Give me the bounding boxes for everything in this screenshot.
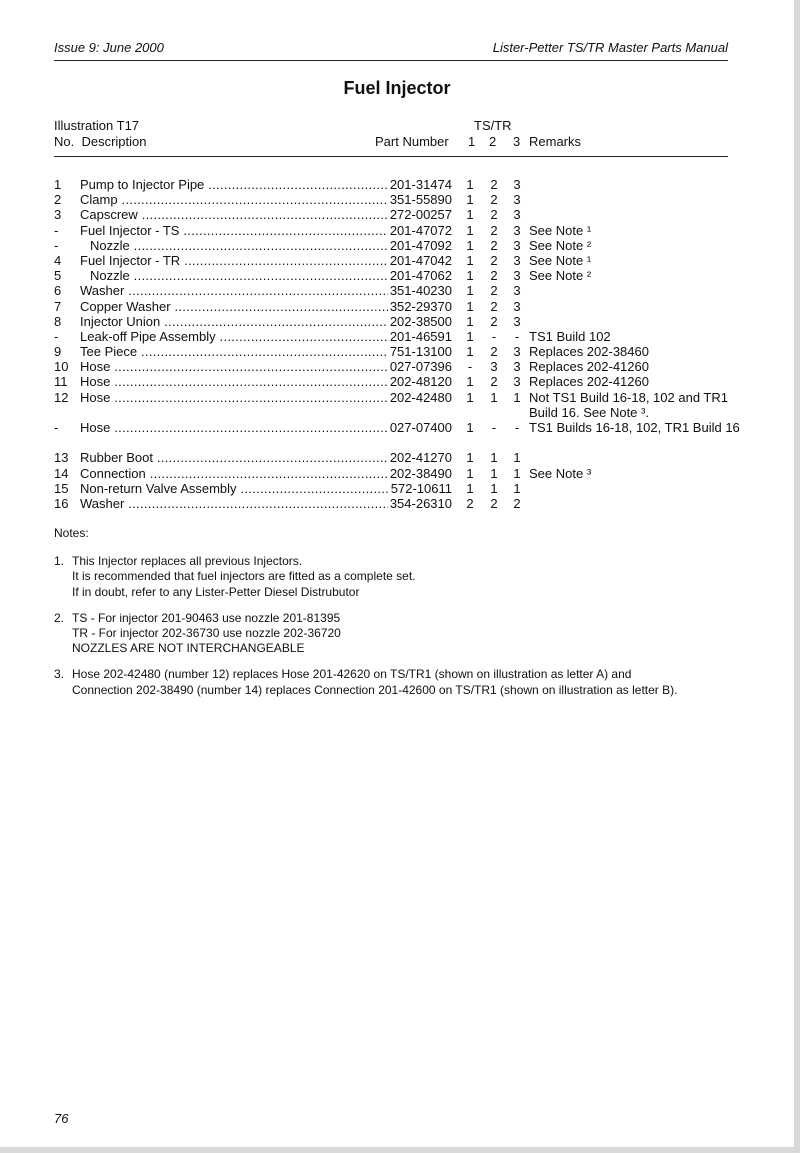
table-row <box>54 466 754 481</box>
qty-3: 3 <box>513 359 521 375</box>
qty-2: - <box>491 420 497 436</box>
item-description: Non-return Valve Assembly ..... <box>80 481 388 496</box>
qty-1: 1 <box>466 480 474 496</box>
illustration-label: Illustration T17 <box>54 118 140 133</box>
qty-1: 1 <box>466 207 474 223</box>
qty-2: 1 <box>490 465 498 481</box>
item-number: 15 <box>54 480 69 496</box>
qty-3: 1 <box>513 480 521 496</box>
qty-3: 3 <box>513 313 521 329</box>
qty-3: 3 <box>513 237 521 253</box>
item-number: 14 <box>54 465 69 481</box>
part-number: 027-07396 <box>389 359 452 375</box>
remarks: See Note ¹ <box>529 222 592 238</box>
qty-2: 3 <box>490 359 498 375</box>
note-line: Connection 202-38490 (number 14) replaces Connection 201-42600 on TS/TR1 (shown on illustration as letter B). <box>72 682 678 697</box>
table-row <box>54 192 754 207</box>
table-row <box>54 299 754 314</box>
item-description: Hose ..... <box>80 420 388 435</box>
qty-3: 3 <box>513 222 521 238</box>
table-row <box>54 496 754 511</box>
qty-3: 1 <box>513 450 521 466</box>
qty-2: 2 <box>490 344 498 360</box>
qty-3: 3 <box>513 177 521 192</box>
qty-3: 3 <box>513 192 521 208</box>
item-number: 3 <box>54 207 62 223</box>
qty-col-3-header: 3 <box>513 134 521 149</box>
part-number: 201-47072 <box>389 222 452 238</box>
part-number: 202-38490 <box>389 465 452 481</box>
table-row <box>54 344 754 359</box>
item-number: 9 <box>54 344 62 360</box>
issue-label: Issue 9: June 2000 <box>54 40 164 55</box>
item-number: 10 <box>54 359 69 375</box>
qty-1: 1 <box>466 268 474 284</box>
remarks: TS1 Build 102 <box>529 328 611 344</box>
qty-2: 2 <box>490 283 498 299</box>
qty-2: 2 <box>490 495 498 511</box>
note-item <box>54 667 754 697</box>
part-number: 201-46591 <box>389 328 452 344</box>
qty-1: 1 <box>466 177 474 192</box>
note-item <box>54 554 754 600</box>
part-number: 201-47062 <box>389 268 452 284</box>
qty-1: 2 <box>466 495 474 511</box>
table-row <box>54 374 754 389</box>
note-item <box>54 611 754 657</box>
part-number: 201-31474 <box>389 177 452 192</box>
part-number: 202-38500 <box>389 313 452 329</box>
qty-1: 1 <box>466 465 474 481</box>
item-number: 11 <box>54 374 68 390</box>
item-number: - <box>54 237 59 253</box>
notes-list <box>54 554 754 698</box>
item-description: Nozzle ..... <box>90 268 388 283</box>
item-description: Fuel Injector - TS ..... <box>80 223 388 238</box>
item-number: - <box>54 222 59 238</box>
item-number: - <box>54 328 59 344</box>
column-header-rule <box>54 156 728 157</box>
item-description: Injector Union ..... <box>80 314 388 329</box>
qty-3: 1 <box>513 389 521 405</box>
remarks: Replaces 202-38460 <box>529 344 649 360</box>
part-number: 202-48120 <box>389 374 452 390</box>
table-row <box>54 253 754 268</box>
note-number: 3. <box>54 667 65 682</box>
item-description: Tee Piece ..... <box>80 344 388 359</box>
table-row <box>54 283 754 298</box>
item-description: Clamp ..... <box>80 192 388 207</box>
qty-1: 1 <box>466 344 474 360</box>
note-line: It is recommended that fuel injectors are fitted as a complete set. <box>72 569 416 584</box>
qty-2: 2 <box>490 192 498 208</box>
header-rule <box>54 60 728 61</box>
qty-1: 1 <box>466 450 474 466</box>
qty-1: 1 <box>466 283 474 299</box>
part-number: 351-55890 <box>389 192 452 208</box>
item-description: Pump to Injector Pipe ..... <box>80 177 388 192</box>
notes-title: Notes: <box>54 526 89 540</box>
tstr-label: TS/TR <box>474 118 512 133</box>
part-number-header: Part Number <box>375 134 449 149</box>
item-description: Washer ..... <box>80 496 388 511</box>
item-number: 5 <box>54 268 62 284</box>
part-number: 751-13100 <box>389 344 452 360</box>
item-description: Leak-off Pipe Assembly ..... <box>80 329 388 344</box>
item-number: - <box>54 420 59 436</box>
item-description: Fuel Injector - TR ..... <box>80 253 388 268</box>
page-number: 76 <box>54 1111 69 1126</box>
qty-2: - <box>491 328 497 344</box>
item-number: 6 <box>54 283 62 299</box>
item-description: Hose ..... <box>80 374 388 389</box>
item-description: Rubber Boot ..... <box>80 450 388 465</box>
table-row <box>54 177 754 192</box>
part-number: 201-47092 <box>389 237 452 253</box>
remarks: See Note ³ <box>529 465 592 481</box>
remarks: See Note ² <box>529 237 592 253</box>
item-description: Hose ..... <box>80 359 388 374</box>
item-number: 16 <box>54 495 69 511</box>
part-number: 572-10611 <box>388 481 452 496</box>
qty-3: - <box>514 328 520 344</box>
qty-2: 2 <box>490 268 498 284</box>
qty-1: 1 <box>466 374 474 390</box>
qty-3: 3 <box>513 344 521 360</box>
qty-3: 3 <box>513 283 521 299</box>
remarks: Replaces 202-41260 <box>529 359 649 375</box>
qty-2: 1 <box>490 480 498 496</box>
qty-1: 1 <box>466 389 474 405</box>
part-number: 272-00257 <box>389 207 452 223</box>
remarks: See Note ² <box>529 268 592 284</box>
note-line: Hose 202-42480 (number 12) replaces Hose 201-42620 on TS/TR1 (shown on illustration as letter A) and <box>72 667 632 682</box>
qty-3: 2 <box>513 495 521 511</box>
note-line: NOZZLES ARE NOT INTERCHANGEABLE <box>72 641 305 656</box>
qty-3: 3 <box>513 268 521 284</box>
item-number: 7 <box>54 298 62 314</box>
no-description-header: No. Description <box>54 134 147 149</box>
item-description: Hose ..... <box>80 390 388 405</box>
qty-1: 1 <box>466 313 474 329</box>
item-description: Washer ..... <box>80 283 388 298</box>
note-line: TR - For injector 202-36730 use nozzle 202-36720 <box>72 626 341 641</box>
table-row <box>54 223 754 238</box>
item-number: 4 <box>54 252 62 268</box>
item-number: 2 <box>54 192 62 208</box>
remarks: Replaces 202-41260 <box>529 374 649 390</box>
note-number: 1. <box>54 554 65 569</box>
qty-1: 1 <box>466 237 474 253</box>
qty-3: - <box>514 420 520 436</box>
remarks: TS1 Builds 16-18, 102, TR1 Build 16 <box>529 420 740 436</box>
qty-1: 1 <box>466 192 474 208</box>
qty-1: 1 <box>466 328 474 344</box>
part-number: 202-41270 <box>389 450 452 466</box>
item-number: 8 <box>54 313 62 329</box>
qty-2: 2 <box>490 177 498 192</box>
qty-3: 3 <box>513 298 521 314</box>
table-row <box>54 329 754 344</box>
qty-3: 1 <box>513 465 521 481</box>
qty-2: 2 <box>490 222 498 238</box>
qty-2: 2 <box>490 237 498 253</box>
item-description: Nozzle ..... <box>90 238 388 253</box>
table-row <box>54 207 754 222</box>
parts-list <box>54 177 754 511</box>
table-row <box>54 481 754 496</box>
item-number: 1 <box>54 177 62 192</box>
qty-2: 2 <box>490 298 498 314</box>
table-row <box>54 359 754 374</box>
qty-1: 1 <box>466 298 474 314</box>
table-row <box>54 314 754 329</box>
notes-section <box>54 526 754 709</box>
table-row <box>54 238 754 253</box>
qty-3: 3 <box>513 207 521 223</box>
note-number: 2. <box>54 610 65 625</box>
qty-2: 2 <box>490 207 498 223</box>
qty-3: 3 <box>513 252 521 268</box>
note-line: TS - For injector 201-90463 use nozzle 201-81395 <box>72 610 341 625</box>
remarks: Not TS1 Build 16-18, 102 and TR1 Build 16. See Note ³. <box>529 389 728 420</box>
qty-2: 2 <box>490 313 498 329</box>
qty-1: - <box>467 359 473 375</box>
manual-title: Lister-Petter TS/TR Master Parts Manual <box>492 40 728 55</box>
table-row <box>54 268 754 283</box>
qty-2: 1 <box>490 450 498 466</box>
part-number: 201-47042 <box>389 252 452 268</box>
qty-col-2-header: 2 <box>489 134 497 149</box>
part-number: 202-42480 <box>389 389 452 405</box>
table-row <box>54 420 754 450</box>
qty-2: 2 <box>490 252 498 268</box>
part-number: 351-40230 <box>389 283 452 299</box>
qty-2: 2 <box>490 374 498 390</box>
qty-3: 3 <box>513 374 521 390</box>
part-number: 027-07400 <box>389 420 452 436</box>
table-row <box>54 390 754 420</box>
qty-1: 1 <box>466 222 474 238</box>
remarks-header: Remarks <box>529 134 582 149</box>
item-description: Copper Washer ..... <box>80 299 388 314</box>
page-title: Fuel Injector <box>343 78 451 98</box>
remarks: See Note ¹ <box>529 252 592 268</box>
qty-2: 1 <box>490 389 498 405</box>
item-description: Capscrew ..... <box>80 207 388 222</box>
item-description: Connection ..... <box>80 466 388 481</box>
qty-1: 1 <box>466 420 474 436</box>
qty-1: 1 <box>466 252 474 268</box>
item-number: 13 <box>54 450 69 466</box>
part-number: 352-29370 <box>389 298 452 314</box>
qty-col-1-header: 1 <box>468 134 476 149</box>
item-number: 12 <box>54 389 69 405</box>
part-number: 354-26310 <box>389 495 452 511</box>
note-line: This Injector replaces all previous Injectors. <box>72 554 303 569</box>
note-line: If in doubt, refer to any Lister-Petter Diesel Distrubutor <box>72 584 360 599</box>
table-row <box>54 450 754 465</box>
